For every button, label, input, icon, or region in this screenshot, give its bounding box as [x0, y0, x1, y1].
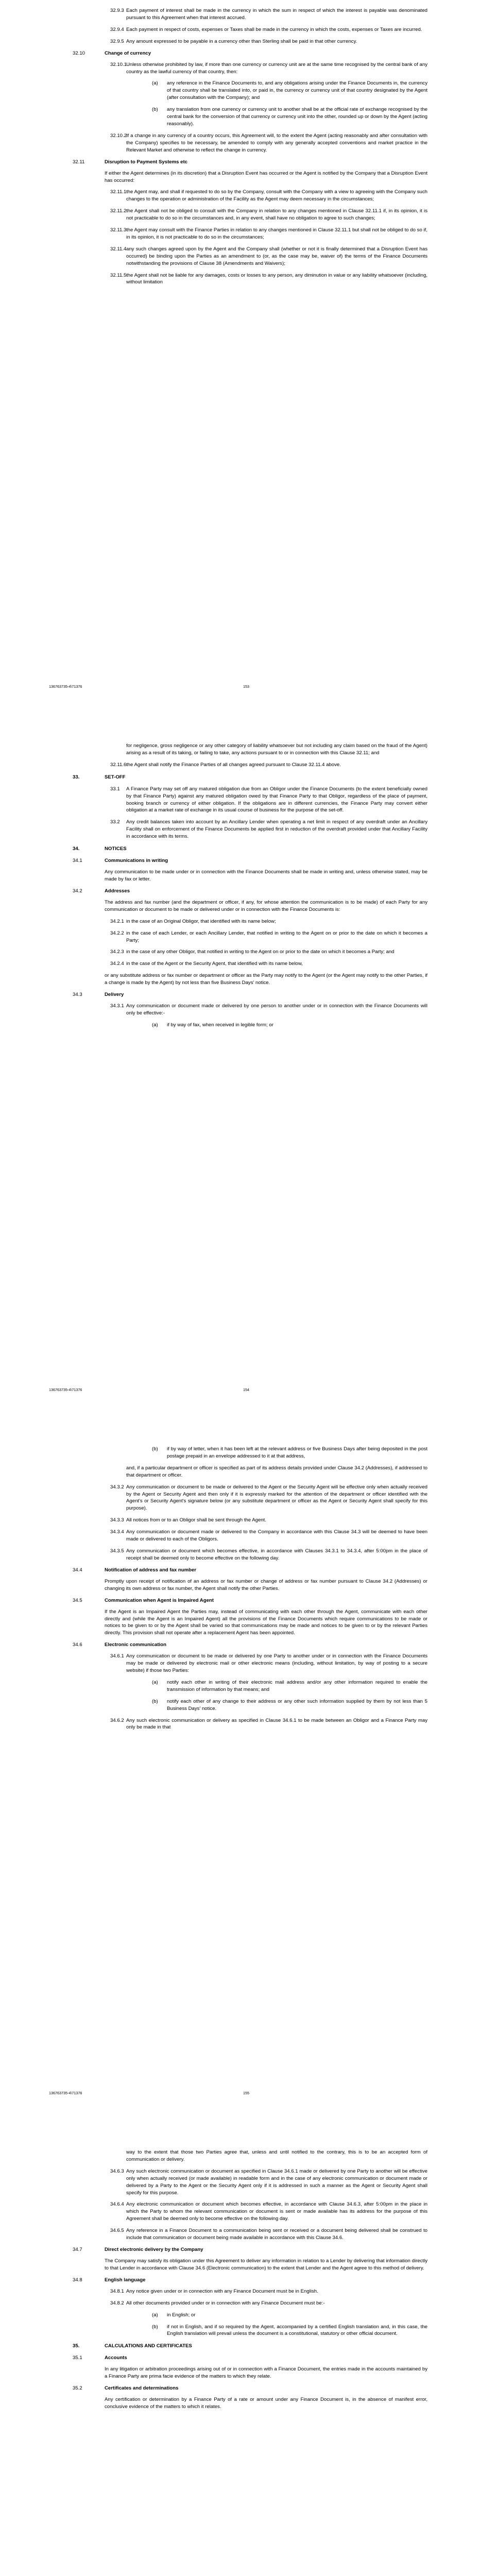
- page-number: 153: [243, 684, 249, 689]
- sub-paragraph: [0, 2312, 497, 2319]
- sub-paragraph-label: (a): [152, 1679, 158, 1685]
- clause-text: the Agent shall notify the Finance Parties of all changes agreed pursuant to Clause 32.11.4 above.: [126, 761, 341, 768]
- clause-number: 34.3.5: [110, 1548, 124, 1554]
- clause: [0, 246, 497, 267]
- clause-number: 32.9.4: [110, 26, 124, 32]
- body-paragraph: or any substitute address or fax number or department or officer as the Party may notify to the Agent (or the Agent may notify to the other Parties, if a change is made by the Agent) by not less than five Business Days' notice.: [105, 973, 427, 986]
- subsection-heading: [0, 2354, 497, 2362]
- clause-number: 32.10.1: [110, 61, 127, 67]
- clause: [0, 61, 497, 76]
- sub-paragraph-label: (b): [152, 107, 158, 113]
- subsection-heading: [0, 991, 497, 999]
- clause: [0, 761, 497, 769]
- clause-number: 34.6.5: [110, 2228, 124, 2234]
- body-paragraph: Any communication to be made under or in connection with the Finance Documents shall be made in writing and, unless otherwise stated, may be made by fax or letter.: [105, 869, 427, 882]
- sub-paragraph-label: (b): [152, 1698, 158, 1704]
- clause-text: Each payment of interest shall be made in the currency in which the sum in respect of which the interest is payable was denominated pursuant to this Agreement when that interest accrued.: [126, 8, 427, 21]
- section-heading: [0, 845, 497, 853]
- sub-paragraph: [0, 80, 497, 101]
- clause-number: 34.3.2: [110, 1484, 124, 1490]
- clause: [0, 208, 497, 222]
- clause-text: Any such electronic communication or document as specified in Clause 34.6.1 made or delivered by one Party to another will be effective only when actually received (or made available) in readable form and in the case of any electronic communication or document made or delivered by a Party to the Agent or the Security Agent only if it is addressed in such a manner as the Agent or Security Agent shall specify for this purpose.: [126, 2168, 427, 2196]
- body-paragraph: The address and fax number (and the department or officer, if any, for whose attention the communication is to be made) of each Party for any communication or document to be made or delivered under or in connection with the Finance Documents is:: [105, 899, 427, 912]
- clause-text: any such changes agreed upon by the Agent and the Company shall (whether or not it is finally determined that a Disruption Event has occurred) be binding upon the Parties as an amendment to (or, as the case may be, waiver of) the terms of the Finance Documents notwithstanding the provisions of Clause 38 (Amendments and Waivers);: [126, 246, 427, 266]
- clause-number: 34.6.2: [110, 1717, 124, 1723]
- clause: [0, 930, 497, 944]
- continuation-paragraph: and, if a particular department or officer is specified as part of its address details provided under Clause 34.2 (Addresses), if addressed to that department or officer.: [126, 1465, 427, 1478]
- subsection-title: Notification of address and fax number: [105, 1567, 197, 1573]
- clause-number: 34.6.1: [110, 1653, 124, 1659]
- clause-text: Any communication or document made or delivered by one person to another under or in connection with the Finance Documents will only be effective:-: [126, 1003, 427, 1016]
- clause-text: Any communication or document to be made or delivered by one Party to another under or in connection with the Finance Documents may be made or delivered by electronic mail or other electronic means (including, without limitation, by way of posting to a secure website) if those two Parties:: [126, 1653, 427, 1674]
- sub-paragraph-text: if by way of letter, when it has been left at the relevant address or five Business Days after being deposited in the post postage prepaid in an envelope addressed to it at that address,: [167, 1446, 427, 1459]
- page-number: 155: [243, 2091, 249, 2095]
- subsection-heading: [0, 159, 497, 166]
- section-title: NOTICES: [105, 846, 127, 852]
- subsection-title: Certificates and determinations: [105, 2385, 179, 2392]
- clause-number: 32.11.1: [110, 189, 127, 195]
- clause-text: Unless otherwise prohibited by law, if more than one currency or currency unit are at the same time recognised by the central bank of any country as the lawful currency of that country, then:: [126, 61, 427, 75]
- section-heading: [0, 2343, 497, 2350]
- body-paragraph: Promptly upon receipt of notification of an address or fax number or change of address or fax number pursuant to Clause 34.2 (Addresses) or changing its own address or fax number, the Agent shall notify the other Parties.: [105, 1578, 427, 1591]
- sub-paragraph: [0, 1446, 497, 1460]
- subsection-number: 32.10: [73, 50, 85, 56]
- clause-number: 34.3.4: [110, 1529, 124, 1535]
- clause: [0, 786, 497, 815]
- clause-text: in the case of any other Obligor, that notified in writing to the Agent on or prior to the date on which it becomes a Party; and: [126, 949, 395, 955]
- clause-text: the Agent shall not be obliged to consult with the Company in relation to any changes mentioned in Clause 32.11.1 if, in its opinion, it is not practicable to do so in the circumstances and, in any event, shall have no obligation to agree to such changes;: [126, 208, 427, 222]
- subsection-title: Accounts: [105, 2355, 127, 2361]
- clause-number: 34.6.3: [110, 2168, 124, 2174]
- clause: [0, 1653, 497, 1674]
- clause-text: All notices from or to an Obligor shall be sent through the Agent.: [126, 1517, 266, 1523]
- clause-text: in the case of each Lender, or each Ancillary Lender, that notified in writing to the Agent on or prior to the date on which it becomes a Party;: [126, 930, 427, 943]
- clause-text: Any communication or document made or delivered to the Company in accordance with this Clause 34.3 will be deemed to have been made or delivered to each of the Obligors.: [126, 1529, 427, 1543]
- clause: [0, 1003, 497, 1017]
- clause-text: the Agent shall not be liable for any damages, costs or losses to any person, any diminution in value or any liability whatsoever (including, without limitation: [126, 272, 427, 285]
- page-content: [0, 1446, 497, 1736]
- subsection-heading: [0, 2246, 497, 2254]
- clause: [0, 948, 497, 956]
- subsection-title: Direct electronic delivery by the Company: [105, 2246, 203, 2252]
- document-page: [0, 2110, 497, 2576]
- clause-text: Any such electronic communication or delivery as specified in Clause 34.6.1 to be made between an Obligor and a Finance Party may only be made in that: [126, 1717, 427, 1731]
- page-number: 154: [243, 1387, 249, 1392]
- clause-text: Any notice given under or in connection with any Finance Document must be in English.: [126, 2288, 318, 2294]
- subsection-number: 32.11: [73, 159, 85, 165]
- clause: [0, 2168, 497, 2197]
- continuation-paragraph: way to the extent that those two Parties agree that, unless and until notified to the contrary, this is to be an accepted form of communication or delivery.: [126, 2149, 427, 2162]
- clause-text: the Agent may consult with the Finance Parties in relation to any changes mentioned in Clause 32.11.1 but shall not be obliged to do so if, in its opinion, it is not practicable to do so in the circumstances;: [126, 227, 427, 240]
- sub-paragraph-label: (b): [152, 1446, 158, 1452]
- clause-text: Any amount expressed to be payable in a currency other than Sterling shall be paid in that other currency.: [126, 38, 357, 44]
- subsection-number: 34.5: [73, 1597, 82, 1603]
- clause: [0, 960, 497, 968]
- clause: [0, 1529, 497, 1543]
- subsection-title: Electronic communication: [105, 1642, 166, 1648]
- sub-paragraph: [0, 1679, 497, 1693]
- clause: [0, 2201, 497, 2223]
- subsection-number: 34.1: [73, 858, 82, 864]
- subsection-heading: [0, 1567, 497, 1574]
- clause-text: Any communication or document to be made or delivered to the Agent or the Security Agent will be effective only when actually received by the Agent or Security Agent and then only if it is expressly marked for the attention of the department or officer identified with the Agent's or Security Agent's signature below (or any substitute department or officer as the Agent or Security Agent shall specify for this purpose).: [126, 1484, 427, 1512]
- clause-number: 32.9.5: [110, 38, 124, 44]
- sub-paragraph: [0, 1022, 497, 1029]
- subsection-title: English language: [105, 2277, 146, 2283]
- page-content: [0, 7, 497, 291]
- clause-number: 34.2.2: [110, 930, 124, 936]
- clause-number: 32.9.3: [110, 8, 124, 13]
- footer-reference: 136763735-4\71376: [49, 684, 82, 689]
- sub-paragraph: [0, 1698, 497, 1713]
- page-content: [0, 2149, 497, 2415]
- body-paragraph: Any certification or determination by a Finance Party of a rate or amount under any Finance Document is, in the absence of manifest error, conclusive evidence of the matters to which it relates.: [105, 2397, 427, 2410]
- clause: [0, 2300, 497, 2307]
- section-heading: [0, 774, 497, 782]
- clause: [0, 227, 497, 241]
- footer-reference: 136763735-4\71376: [49, 1387, 82, 1392]
- subsection-heading: [0, 2277, 497, 2284]
- subsection-title: Change of currency: [105, 50, 151, 56]
- body-paragraph: If either the Agent determines (in its discretion) that a Disruption Event has occurred or the Agent is notified by the Company that a Disruption Event has occurred:: [105, 170, 427, 183]
- sub-paragraph-text: in English; or: [167, 2312, 196, 2318]
- subsection-title: Delivery: [105, 992, 124, 998]
- subsection-heading: [0, 50, 497, 58]
- clause: [0, 272, 497, 286]
- clause-number: 34.8.1: [110, 2288, 124, 2294]
- page-content: [0, 742, 497, 1033]
- clause: [0, 918, 497, 925]
- sub-paragraph-text: if not in English, and if so required by the Agent, accompanied by a certified English translation and, in this case, the English translation will prevail unless the document is a constitutional, statutory or other official document.: [167, 2324, 427, 2337]
- subsection-title: Communication when Agent is Impaired Agent: [105, 1597, 214, 1603]
- clause-text: If a change in any currency of a country occurs, this Agreement will, to the extent the Agent (acting reasonably and after consultation with the Company) specifies to be necessary, be amended to comply with any generally accepted conventions and market practice in the Relevant Market and otherwise to reflect the change in currency.: [126, 132, 427, 153]
- clause: [0, 1484, 497, 1513]
- sub-paragraph-text: any reference in the Finance Documents to, and any obligations arising under the Finance Documents in, the currency of that country shall be translated into, or paid in, the currency or currency unit of that country designated by the Agent (after consultation with the Company); and: [167, 80, 427, 101]
- subsection-number: 34.6: [73, 1642, 82, 1648]
- clause-text: Any reference in a Finance Document to a communication being sent or received or a document being delivered shall be construed to include that communication or document being made available in accordance with this Clause 34.6.: [126, 2228, 427, 2241]
- subsection-heading: [0, 2385, 497, 2393]
- clause-number: 32.11.6: [110, 761, 127, 768]
- clause: [0, 1548, 497, 1562]
- subsection-number: 34.4: [73, 1567, 82, 1573]
- clause: [0, 7, 497, 22]
- clause-number: 32.11.4: [110, 246, 127, 252]
- clause-text: All other documents provided under or in connection with any Finance Document must be:-: [126, 2300, 325, 2306]
- section-number: 34.: [73, 846, 80, 852]
- section-number: 33.: [73, 774, 80, 780]
- clause: [0, 38, 497, 45]
- section-title: CALCULATIONS AND CERTIFICATES: [105, 2343, 192, 2349]
- subsection-title: Disruption to Payment Systems etc: [105, 159, 188, 165]
- clause-number: 34.2.4: [110, 961, 124, 967]
- subsection-number: 35.1: [73, 2355, 82, 2361]
- subsection-title: Communications in writing: [105, 858, 168, 864]
- clause-number: 34.2.3: [110, 949, 124, 955]
- sub-paragraph-text: notify each other in writing of their electronic mail address and/or any other information required to enable the transmission of information by that means; and: [167, 1679, 427, 1692]
- footer-reference: 136763735-4\71376: [49, 2091, 82, 2095]
- clause-number: 34.2.1: [110, 918, 124, 924]
- clause: [0, 132, 497, 154]
- sub-paragraph: [0, 2324, 497, 2338]
- document-page: [0, 0, 497, 703]
- document-page: [0, 1406, 497, 2110]
- subsection-heading: [0, 1597, 497, 1605]
- body-paragraph: In any litigation or arbitration proceedings arising out of or in connection with a Finance Document, the entries made in the accounts maintained by a Finance Party are prima facie evidence of the matters to which they relate.: [105, 2366, 427, 2380]
- clause: [0, 2288, 497, 2295]
- clause: [0, 189, 497, 203]
- clause-text: in the case of an Original Obligor, that identified with its name below;: [126, 918, 276, 924]
- subsection-heading: [0, 1641, 497, 1649]
- body-paragraph: If the Agent is an Impaired Agent the Parties may, instead of communicating with each other through the Agent, communicate with each other directly and (while the Agent is an Impaired Agent) all the provisions of the Finance Documents which require communications to be made or notices to be given to or by the Agent shall be varied so that communications may be made and notices to be given to or by the relevant Parties directly. This provision shall not operate after a replacement Agent has been appointed.: [105, 1608, 427, 1636]
- subsection-number: 34.8: [73, 2277, 82, 2283]
- section-title: SET-OFF: [105, 774, 126, 780]
- body-paragraph: The Company may satisfy its obligation under this Agreement to deliver any information in relation to a Lender by delivering that information directly to that Lender in accordance with Clause 34.6 (Electronic communication) to the extent that Lender and the Agent agree to this method of delivery.: [105, 2258, 427, 2271]
- section-number: 35.: [73, 2343, 80, 2349]
- subsection-number: 34.7: [73, 2246, 82, 2252]
- sub-paragraph-text: notify each other of any change to their address or any other such information supplied by them by not less than 5 Business Days' notice.: [167, 1698, 427, 1711]
- clause-number: 34.3.3: [110, 1517, 124, 1523]
- clause-number: 34.6.4: [110, 2201, 124, 2208]
- clause-number: 34.3.1: [110, 1003, 124, 1009]
- clause-text: Any electronic communication or document which becomes effective, in accordance with Clause 34.6.3, after 5:00pm in the place in which the Party to whom the relevant communication or document is sent or made available has its address for the purpose of this Agreement shall be deemed only to become effective on the following day.: [126, 2201, 427, 2222]
- subsection-number: 34.3: [73, 992, 82, 998]
- clause-text: A Finance Party may set off any matured obligation due from an Obligor under the Finance Documents (to the extent beneficially owned by that Finance Party) against any matured obligation owed by that Finance Party to that Obligor, regardless of the place of payment, booking branch or currency of either obligation. If the obligations are in different currencies, the Finance Party may convert either obligation at a market rate of exchange in its usual course of business for the purpose of the set-off.: [126, 786, 427, 814]
- subsection-heading: [0, 888, 497, 895]
- clause-text: the Agent may, and shall if requested to do so by the Company, consult with the Company with a view to agreeing with the Company such changes to the operation or administration of the Facility as the Agent may deem necessary in the circumstances;: [126, 189, 427, 202]
- sub-paragraph-label: (b): [152, 2324, 158, 2330]
- sub-paragraph-text: any translation from one currency or currency unit to another shall be at the official rate of exchange recognised by the central bank for the conversion of that currency or currency unit into the other, rounded up or down by the Agent (acting reasonably).: [167, 107, 427, 127]
- clause-number: 33.1: [110, 786, 120, 792]
- sub-paragraph-label: (a): [152, 2312, 158, 2318]
- clause-number: 32.10.2: [110, 132, 127, 139]
- clause: [0, 1517, 497, 1524]
- document-page: [0, 703, 497, 1406]
- clause-text: in the case of the Agent or the Security Agent, that identified with its name below,: [126, 961, 303, 967]
- clause: [0, 2227, 497, 2242]
- sub-paragraph: [0, 106, 497, 128]
- clause-number: 32.11.2: [110, 208, 127, 214]
- sub-paragraph-text: if by way of fax, when received in legible form; or: [167, 1022, 273, 1028]
- clause-text: Any credit balances taken into account by an Ancillary Lender when operating a net limit in respect of any overdraft under an Ancillary Facility shall on enforcement of the Finance Documents be applied first in reduction of the overdraft provided under that Ancillary Facility in accordance with its terms.: [126, 819, 427, 840]
- subsection-number: 34.2: [73, 888, 82, 894]
- clause: [0, 26, 497, 33]
- clause: [0, 1717, 497, 1732]
- subsection-title: Addresses: [105, 888, 130, 894]
- clause-number: 33.2: [110, 819, 120, 825]
- clause-text: Each payment in respect of costs, expenses or Taxes shall be made in the currency in which the costs, expenses or Taxes are incurred.: [126, 26, 422, 32]
- clause: [0, 819, 497, 840]
- clause-number: 32.11.5: [110, 272, 127, 278]
- clause-number: 34.8.2: [110, 2300, 124, 2306]
- clause-number: 32.11.3: [110, 227, 127, 233]
- subsection-heading: [0, 857, 497, 865]
- sub-paragraph-label: (a): [152, 80, 158, 87]
- subsection-number: 35.2: [73, 2385, 82, 2392]
- clause-text: Any communication or document which becomes effective, in accordance with Clauses 34.3.1 to 34.3.4, after 5:00pm in the place of receipt shall be deemed only to become effective on the following day.: [126, 1548, 427, 1561]
- sub-paragraph-label: (a): [152, 1022, 158, 1028]
- continuation-paragraph: for negligence, gross negligence or any other category of liability whatsoever but not including any claim based on the fraud of the Agent) arising as a result of its taking, or failing to take, any actions pursuant to or in connection with this Clause 32.11; and: [126, 743, 427, 756]
